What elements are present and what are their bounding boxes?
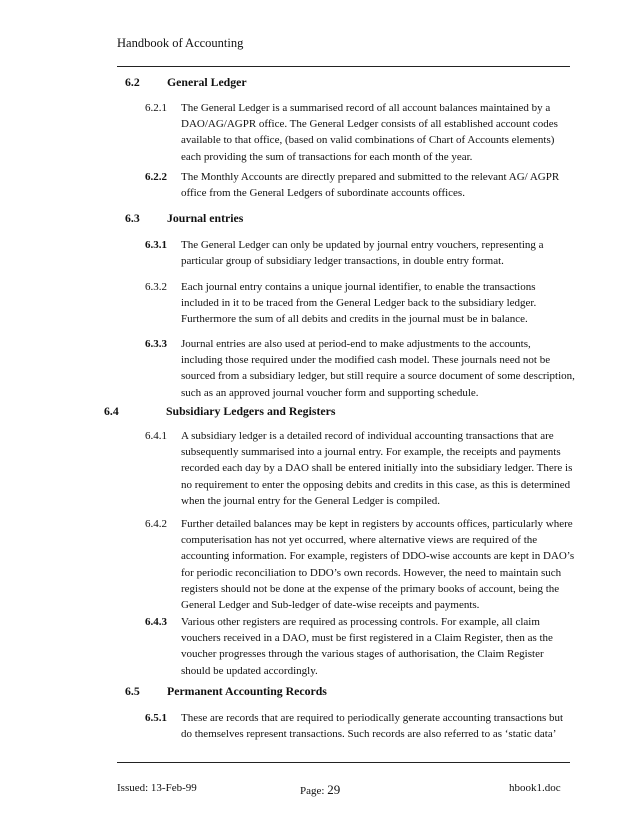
section-heading-6-4 — [104, 404, 335, 419]
section-number: 6.5 — [125, 684, 140, 698]
section-title: Journal entries — [167, 211, 244, 225]
section-heading-6-3 — [125, 211, 243, 226]
section-title: General Ledger — [167, 75, 247, 89]
section-heading-6-5 — [125, 684, 327, 699]
paragraph-text: Journal entries are also used at period-end to make adjustments to the accounts, including those required under the modified cash model. These journals need not be sourced from a subsidiary ledger, but still require a source document of some description, such as an approved journal voucher form and supporting schedule. — [181, 338, 575, 399]
footer-rule — [117, 762, 570, 763]
paragraph-text: A subsidiary ledger is a detailed record of individual accounting transactions that are subsequently summarised into a journal entry. For example, the receipts and payments recorded each day by a DAO shall be entered initially into the subsidiary ledger. There is no requirement to enter the opposing debits and credits in this case, as this is determined when the journal entry for the General Ledger is compiled. — [181, 430, 573, 507]
paragraph-number: 6.2.2 — [145, 171, 167, 183]
footer-page-indicator — [300, 782, 340, 798]
paragraph-text: The General Ledger is a summarised record of all account balances maintained by a DAO/AG/AGPR office. The General Ledger consists of all established account codes available to that office, (based on valid combinations of Chart of Accounts elements) each providing the sum of transactions for each month of the year. — [181, 102, 558, 163]
paragraph-6-4-1 — [145, 428, 575, 509]
section-title: Subsidiary Ledgers and Registers — [166, 404, 336, 418]
paragraph-text: Various other registers are required as processing controls. For example, all claim vouchers received in a DAO, must be first registered in a Claim Register, then as the voucher progresses through the various stages of authorisation, the Claim Register should be updated accordingly. — [181, 616, 553, 677]
paragraph-number: 6.4.1 — [145, 430, 167, 442]
paragraph-6-2-1 — [145, 100, 575, 165]
page-label: Page: — [300, 785, 325, 797]
paragraph-number: 6.4.3 — [145, 616, 167, 628]
footer-issued-date: Issued: 13-Feb-99 — [117, 782, 197, 794]
paragraph-number: 6.3.2 — [145, 281, 167, 293]
footer-filename: hbook1.doc — [509, 782, 561, 794]
paragraph-text: Each journal entry contains a unique journal identifier, to enable the transactions included in it to be traced from the General Ledger back to the subsidiary ledger. Furthermore the sum of all debits and credits in the journal must be in balance. — [181, 281, 537, 326]
paragraph-6-4-2 — [145, 516, 575, 613]
section-number: 6.3 — [125, 211, 140, 225]
header-title: Handbook of Accounting — [117, 36, 244, 50]
paragraph-6-2-2 — [145, 169, 575, 201]
section-number: 6.4 — [104, 404, 119, 418]
paragraph-text: The Monthly Accounts are directly prepared and submitted to the relevant AG/ AGPR office from the General Ledgers of subordinate accounts offices. — [181, 171, 560, 200]
page-number: 29 — [327, 782, 341, 797]
paragraph-6-3-3 — [145, 336, 575, 401]
paragraph-number: 6.5.1 — [145, 712, 167, 724]
section-title: Permanent Accounting Records — [167, 684, 327, 698]
paragraph-6-3-2 — [145, 279, 575, 328]
paragraph-6-4-3 — [145, 614, 575, 679]
paragraph-number: 6.3.3 — [145, 338, 167, 350]
paragraph-6-5-1 — [145, 710, 575, 742]
paragraph-number: 6.4.2 — [145, 518, 167, 530]
paragraph-number: 6.3.1 — [145, 239, 167, 251]
paragraph-text: The General Ledger can only be updated by journal entry vouchers, representing a particular group of subsidiary ledger transactions, in double entry format. — [181, 239, 544, 268]
paragraph-text: Further detailed balances may be kept in registers by accounts offices, particularly where computerisation has not yet occurred, where alternative views are required of the accounting information. For example, registers of DDO-wise accounts are kept in DAO’s for periodic reconciliation to DDO’s own records. However, the need to maintain such registers should not be done at the expense of the primary books of account, being the General Ledger and Sub-ledger of date-wise receipts and payments. — [181, 518, 575, 612]
header-rule — [117, 66, 570, 67]
paragraph-6-3-1 — [145, 237, 575, 269]
section-number: 6.2 — [125, 75, 140, 89]
section-heading-6-2 — [125, 75, 247, 90]
paragraph-number: 6.2.1 — [145, 102, 167, 114]
paragraph-text: These are records that are required to periodically generate accounting transactions but do themselves represent transactions. Such records are also referred to as ‘static data’ — [181, 712, 564, 741]
